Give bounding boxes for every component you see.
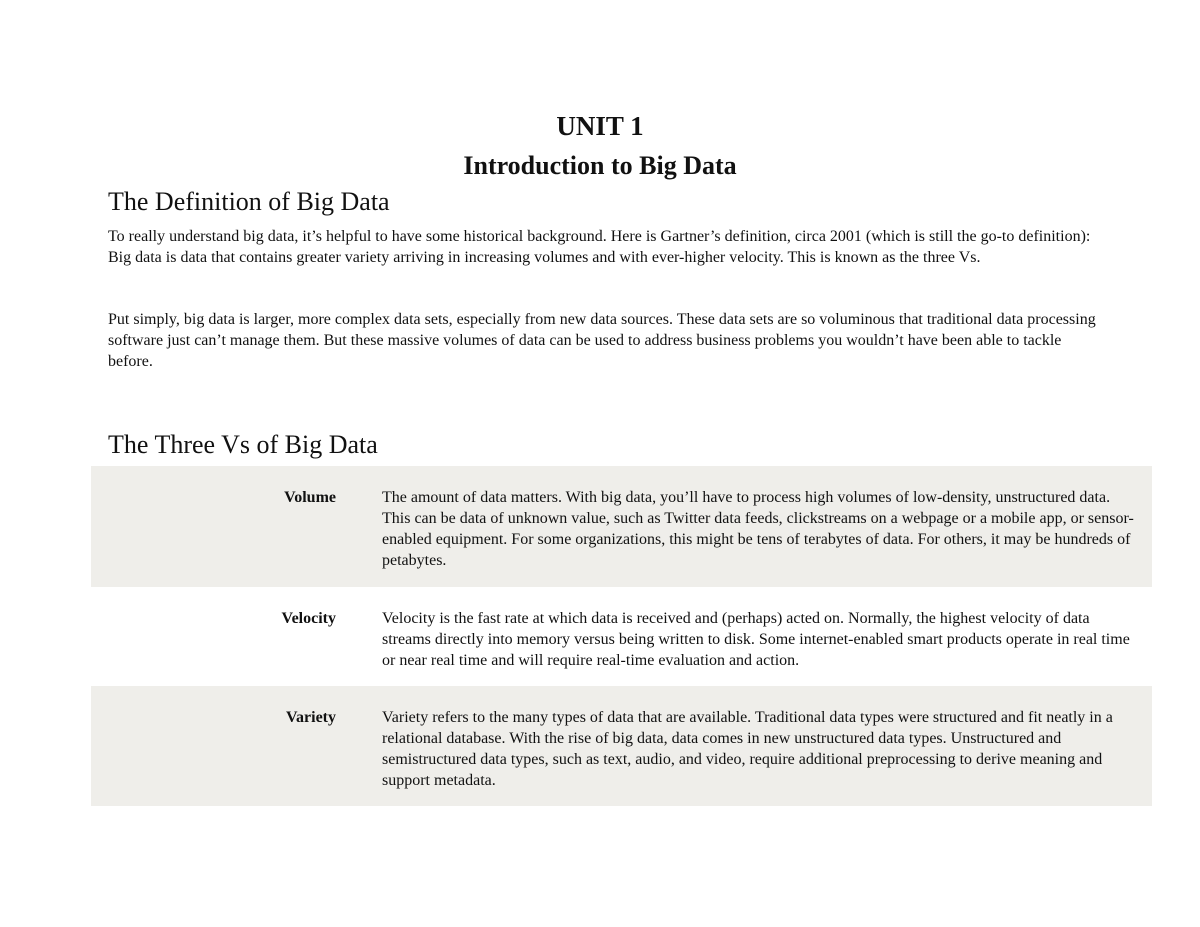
v-term: Volume [284, 489, 336, 506]
v-term: Velocity [281, 610, 336, 627]
v-description: Velocity is the fast rate at which data is received and (perhaps) acted on. Normally, the highest velocity of data streams directly into memory versus being written to disk. Some internet-enabled smart products operate in real time or near real time and will require real-time evaluation and action. [382, 610, 1130, 669]
three-vs-heading: The Three Vs of Big Data [108, 430, 378, 459]
unit-title: UNIT 1 [556, 111, 644, 141]
v-description: Variety refers to the many types of data that are available. Traditional data types were structured and fit neatly in a relational database. With the rise of big data, data comes in new unstructured data types. Unstructured and semistructured data types, such as text, audio, and video, require additional preprocessing to derive meaning and support metadata. [382, 709, 1113, 789]
definition-heading: The Definition of Big Data [108, 187, 390, 216]
simple-explanation-paragraph: Put simply, big data is larger, more complex data sets, especially from new data sources. These data sets are so voluminous that traditional data processing software just can’t manage them. But these massive volumes of data can be used to address business problems you wouldn’t have been able to tackle before. [108, 311, 1096, 370]
document-title: Introduction to Big Data [463, 151, 737, 180]
v-term: Variety [285, 709, 336, 726]
v-description: The amount of data matters. With big data, you’ll have to process high volumes of low-density, unstructured data. This can be data of unknown value, such as Twitter data feeds, clickstreams on a webpage or a mobile app, or sensor-enabled equipment. For some organizations, this might be tens of terabytes of data. For others, it may be hundreds of petabytes. [382, 489, 1134, 569]
three-vs-row-variety [91, 686, 1152, 806]
three-vs-row-velocity [91, 587, 1152, 686]
three-vs-row-volume [91, 466, 1152, 587]
definition-paragraph: To really understand big data, it’s helpful to have some historical background. Here is Gartner’s definition, circa 2001 (which is still the go-to definition): Big data is data that contains greater variety arriving in increasing volumes and with ever-higher velocity. This is known as the three Vs. [108, 228, 1091, 266]
